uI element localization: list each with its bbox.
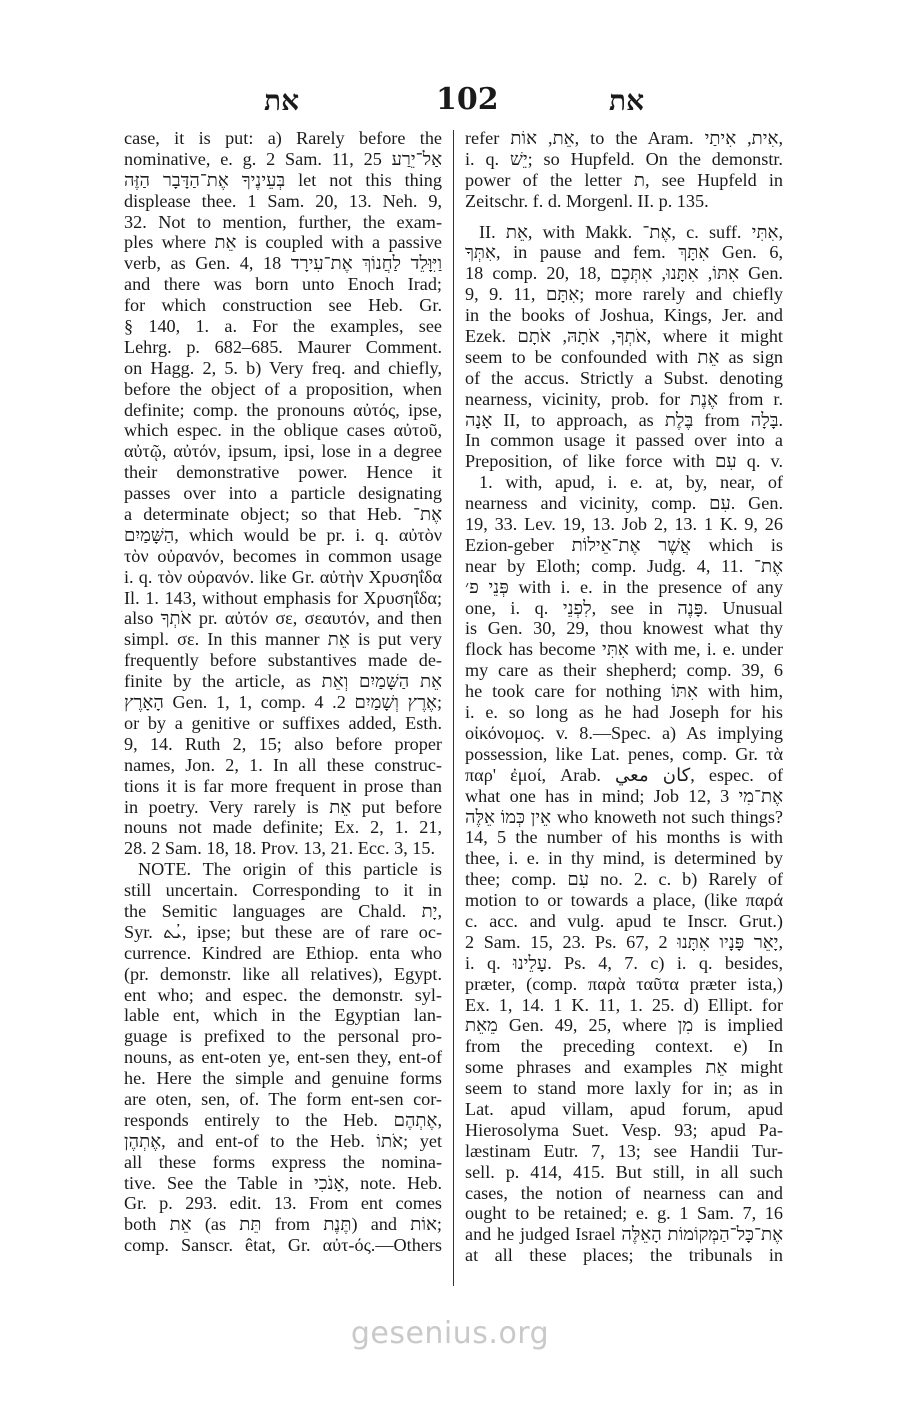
text-line: possession, like Lat. penes, comp. Gr. τὰ xyxy=(465,743,783,764)
text-line: Il. 1. 143, without emphasis for Χρυσηΐδα; xyxy=(124,587,442,608)
text-line: what one has in mind; Job 12, 3 אֶת־מִי xyxy=(465,785,783,806)
column-divider xyxy=(453,130,454,1286)
text-line: בְּעֵינֶיךָ אֶת־הַדָּבָר הַזֶּה let not this thing xyxy=(124,169,442,190)
text-line: seem to be confounded with אֵת as sign xyxy=(465,346,783,367)
text-line: Ezek. אֹתְךָ, אֹתָהּ, אֹתָם, where it might xyxy=(465,326,783,347)
text-line: also אֹתְךָ pr. αὐτόν σε, σεαυτόν, and then xyxy=(124,608,442,629)
text-line: tions it is far more frequent in prose than xyxy=(124,775,442,796)
text-line: motion to or towards a place, (like παρά xyxy=(465,890,783,911)
text-line: Ezion-geber אֲשֶׁר אֶת־אֵילוֹת which is xyxy=(465,534,783,555)
text-line: פְּנֵי פ׳ with i. e. in the presence of any xyxy=(465,576,783,597)
text-line: c. acc. and vulg. apud te Inscr. Grut.) xyxy=(465,910,783,931)
text-line: for which construction see Heb. Gr. xyxy=(124,295,442,316)
text-line: (pr. demonstr. like all relatives), Egypt. xyxy=(124,963,442,984)
text-line: i. q. עָלֵינוּ. Ps. 4, 7. c) i. q. besides, xyxy=(465,952,783,973)
text-line: 2 Sam. 15, 23. Ps. 67, 2 יָאֵר פָּנָיו אִתָּנוּ, xyxy=(465,931,783,952)
text-line: he took care for nothing אִתּוֹ with him, xyxy=(465,681,783,702)
text-line: sell. p. 414, 415. But still, in all such xyxy=(465,1161,783,1182)
right-column xyxy=(465,128,783,1266)
text-line: a determinate object; so that Heb. אֶת־ xyxy=(124,504,442,525)
text-line: names, Jon. 2, 1. In all these construc- xyxy=(124,754,442,775)
text-line: 1. with, apud, i. e. at, by, near, of xyxy=(479,472,783,493)
text-line: comp. Sanscr. êtat, Gr. αὐτ-ός.—Others xyxy=(124,1235,442,1256)
text-line: my care as their shepherd; comp. 39, 6 xyxy=(465,660,783,681)
text-line: 9, 14. Ruth 2, 15; also before proper xyxy=(124,733,442,754)
text-line: guage is prefixed to the personal pro- xyxy=(124,1026,442,1047)
text-line: אֶתְהֶן, and ent-of to the Heb. אֹתוֹ; yet xyxy=(124,1130,442,1151)
text-line: responds entirely to the Heb. אֶתְהֶם, xyxy=(124,1109,442,1130)
text-line: 14, 5 the number of his months is with xyxy=(465,827,783,848)
page-header xyxy=(124,78,784,128)
text-line: finite by the article, as אֵת הַשָּׁמַיִם וְאֵת xyxy=(124,671,442,692)
text-line: lable ent, which in the Egyptian lan- xyxy=(124,1005,442,1026)
text-line: ent who; and espec. the demonstr. syl- xyxy=(124,984,442,1005)
text-line: II. אֵת, with Makk. אֶת־, c. suff. אִתִּי, xyxy=(479,221,783,242)
text-line: before the object of a proposition, when xyxy=(124,378,442,399)
text-line: from the preceding context. e) In xyxy=(465,1036,783,1057)
footer-watermark: gesenius.org xyxy=(350,1316,550,1351)
text-line: Preposition, of like force with עִם q. v. xyxy=(465,451,783,472)
text-line: thee; comp. עִם no. 2. c. b) Rarely of xyxy=(465,869,783,890)
text-line: one, i. q. לִפְנֵי, see in פָּנֶה. Unusual xyxy=(465,597,783,618)
text-line: some phrases and examples אֵת might xyxy=(465,1057,783,1078)
text-line: Syr. ܝܳܬ, ipse; but these are of rare oc- xyxy=(124,921,442,942)
text-line: case, it is put: a) Rarely before the xyxy=(124,128,442,148)
text-line: is Gen. 30, 29, thou knowest what thy xyxy=(465,618,783,639)
text-line: flock has become אִתִּי with me, i. e. under xyxy=(465,639,783,660)
text-line: Lat. apud villam, apud forum, apud xyxy=(465,1098,783,1119)
text-line: and he judged Israel אֶת־כָּל־הַמְּקוֹמוֹת הָאֵלֶּה xyxy=(465,1224,783,1245)
text-line: their demonstrative power. Hence it xyxy=(124,462,442,483)
text-line: nouns not made definite; Ex. 2, 1. 21, xyxy=(124,817,442,838)
text-line: i. e. so long as he had Joseph for his xyxy=(465,702,783,723)
text-line: אֵין כְּמוֹ אֵלֶּה who knoweth not such things? xyxy=(465,806,783,827)
text-line: cases, the notion of nearness can and xyxy=(465,1182,783,1203)
left-column xyxy=(124,128,442,1256)
text-line: are oten, sen, of. The form ent-sen cor- xyxy=(124,1088,442,1109)
text-line: מֵאֵת Gen. 49, 25, where מִן is implied xyxy=(465,1015,783,1036)
text-line: passes over into a particle designating xyxy=(124,483,442,504)
text-line: Ex. 1, 14. 1 K. 11, 1. 25. d) Ellipt. for xyxy=(465,994,783,1015)
text-line: § 140, 1. a. For the examples, see xyxy=(124,316,442,337)
text-line: which espec. in the oblique cases αὐτοῦ, xyxy=(124,420,442,441)
text-line: definite; comp. the pronouns αὐτός, ipse, xyxy=(124,399,442,420)
paragraph-gap xyxy=(465,212,783,222)
text-line: of the accus. Strictly a Subst. denoting xyxy=(465,367,783,388)
text-line: he. Here the simple and genuine forms xyxy=(124,1068,442,1089)
header-right-word: את xyxy=(609,84,645,117)
text-line: Gr. p. 293. edit. 13. From ent comes xyxy=(124,1193,442,1214)
text-line: οἰκόνομος. v. 8.—Spec. a) As implying xyxy=(465,722,783,743)
text-line: refer אֵת, אוֹת, to the Aram. אִית, אִיתַי, xyxy=(465,128,783,148)
text-line: currence. Kindred are Ethiop. enta who xyxy=(124,942,442,963)
text-line: ples where אֵת is coupled with a passive xyxy=(124,232,442,253)
text-line: both אֵת (as תֵּת from תֶּנֶת) and אוֹת; xyxy=(124,1214,442,1235)
text-line: nearness, vicinity, prob. for אֶנֶת from r. xyxy=(465,388,783,409)
text-line: 18 comp. 20, 18, אִתּוֹ, אִתָּנוּ, אִתְּכֶם Gen. xyxy=(465,263,783,284)
text-line: Lehrg. p. 682–685. Maurer Comment. xyxy=(124,336,442,357)
text-line: In common usage it passed over into a xyxy=(465,430,783,451)
text-line: אִתְּךָ, in pause and fem. אִתָּךְ Gen. 6, xyxy=(465,242,783,263)
text-line: NOTE. The origin of this particle is xyxy=(138,859,442,880)
text-line: 9, 9. 11, אִתָּם; more rarely and chiefly xyxy=(465,284,783,305)
text-line: 28. 2 Sam. 18, 18. Prov. 13, 21. Ecc. 3, 15. xyxy=(124,838,436,859)
text-line: præter, (comp. παρὰ ταῦτα præter ista,) xyxy=(465,973,783,994)
text-line: in the books of Joshua, Kings, Jer. and xyxy=(465,305,783,326)
text-line: verb, as Gen. 4, 18 וַיִּוָּלֵד לַחֲנוֹךְ אֶת־עִירָד xyxy=(124,253,442,274)
text-line: τὸν οὐρανόν, becomes in common usage xyxy=(124,545,442,566)
text-line: læstinam Eutr. 7, 13; see Handii Tur- xyxy=(465,1140,783,1161)
text-line: הָאָרֶץ Gen. 1, 1, comp. אֶרֶץ וְשָׁמַיִם 2. 4; xyxy=(124,692,442,713)
text-line: 32. Not to mention, further, the exam- xyxy=(124,211,442,232)
text-line: in poetry. Very rarely is אֵת put before xyxy=(124,796,442,817)
text-line: near by Eloth; comp. Judg. 4, 11. אֶת־ xyxy=(465,555,783,576)
text-line: the Semitic languages are Chald. יָת, xyxy=(124,900,442,921)
text-line: at all these places; the tribunals in xyxy=(465,1245,783,1266)
text-line: ought to be retained; e. g. 1 Sam. 7, 16 xyxy=(465,1203,783,1224)
text-line: and there was born unto Enoch Irad; xyxy=(124,274,442,295)
text-line: power of the letter ת, see Hupfeld in xyxy=(465,169,783,190)
page-number: 102 xyxy=(436,82,499,117)
text-line: nouns, as ent-oten ye, ent-sen they, ent-of xyxy=(124,1047,442,1068)
text-line: i. q. יֵשׁ; so Hupfeld. On the demonstr. xyxy=(465,148,783,169)
text-line: or by a genitive or suffixes added, Esth. xyxy=(124,712,442,733)
text-line: i. q. τὸν οὐρανόν. like Gr. αὐτὴν Χρυσηΐδα xyxy=(124,566,442,587)
text-line: Hierosolyma Suet. Vesp. 93; apud Pa- xyxy=(465,1119,783,1140)
text-line: 19, 33. Lev. 19, 13. Job 2, 13. 1 K. 9, 26 xyxy=(465,514,783,535)
text-line: on Hagg. 2, 5. b) Very freq. and chiefly, xyxy=(124,357,442,378)
text-line: simpl. σε. In this manner אֵת is put very xyxy=(124,629,442,650)
text-line: nearness and vicinity, comp. עִם. Gen. xyxy=(465,493,783,514)
text-line: still uncertain. Corresponding to it in xyxy=(124,880,442,901)
text-line: tive. See the Table in אָנֹכִי, note. Heb. xyxy=(124,1172,442,1193)
text-line: Zeitschr. f. d. Morgenl. II. p. 135. xyxy=(465,190,709,211)
text-line: displease thee. 1 Sam. 20, 13. Neh. 9, xyxy=(124,190,442,211)
text-line: אָנָה II, to approach, as בֶּלֶת from בָּלָה. xyxy=(465,409,783,430)
text-line: παρ' ἐμοί, Arab. كان معي, espec. of xyxy=(465,764,783,785)
text-line: הַשָּׁמַיִם, which would be pr. i. q. αὐτὸν xyxy=(124,524,442,545)
text-line: thee, i. e. in thy mind, is determined by xyxy=(465,848,783,869)
text-line: frequently before substantives made de- xyxy=(124,650,442,671)
text-line: nominative, e. g. 2 Sam. 11, 25 אַל־יֵרַע xyxy=(124,148,442,169)
text-line: all these forms express the nomina- xyxy=(124,1151,442,1172)
text-line: αὐτῷ, αὐτόν, ipsum, ipsi, lose in a degree xyxy=(124,441,442,462)
text-line: seem to stand more laxly for in; as in xyxy=(465,1078,783,1099)
header-left-word: את xyxy=(264,84,300,117)
